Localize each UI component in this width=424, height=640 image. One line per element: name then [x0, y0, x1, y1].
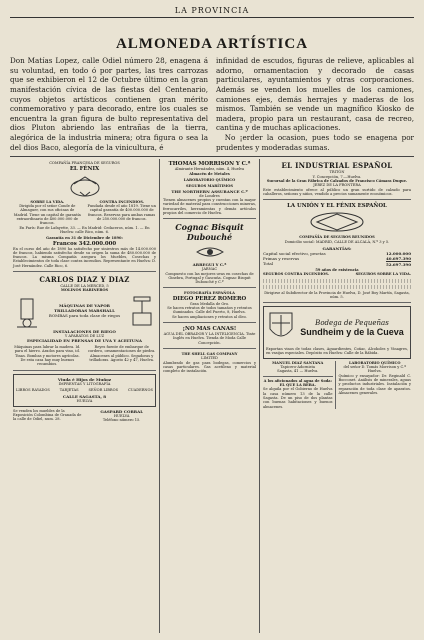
masthead: LA PROVINCIA — [10, 6, 414, 18]
muebles-text: Se venden los muebles de la Exposición Colombina de Granada de la calle de Odiel, num. 28. — [13, 408, 82, 422]
bodega-note: Exportan vinos de todas clases, Aguardientes, Coñac, Alcoholes y Vinagres, en vasijas especiales. Depósito en Huelva: Calle de la Rábida. — [266, 347, 408, 356]
romero-note: Se hacen retratos de todos tamaños y retratos iluminados. Calle del Puerto, 8, Huelva. — [167, 306, 252, 315]
insular-sub: LIMITED — [201, 356, 218, 361]
union-row-1: Capital social efectivo, pesetas 12.000.000 — [263, 250, 411, 256]
romero-name: FOTOGRAFÍA ESPAÑOLA — [184, 291, 235, 296]
insular-name: THE SHELL GAS COMPANY — [181, 351, 238, 356]
muebles-name: GASPARD CORRAL — [100, 408, 144, 414]
coat-of-arms-icon — [266, 309, 296, 347]
diaz-line4: BOMBAS para toda clase de riegos — [48, 313, 121, 319]
fenix-left: SOBRE LA VIDA. Dirigida por el señor Conde de Almaguer, con sus oficinas de Madrid. Tiene un capital de garantía extraordinario de 400.000.000 de francos. — [13, 199, 81, 226]
article-paragraph-2: infinidad de escudos, figuras de relieve, aplicables al adorno, ornamentacion y decorado de casas particulares, ayuntamientos y otras corporaciones. Además se venden los muelles de los camiones, camiones ejes, demás herrajes y maderas de los mismos. También se vende un magnífico Kiosko de madera, propio para un restaurant, casa de recreo, cantina y de muchas aplicaciones. — [216, 56, 414, 133]
article-body — [10, 56, 414, 152]
comas-head: ¡NO MAS CANAS! — [182, 326, 237, 333]
romero-note2: Se hacen ampliaciones y retratos al óleo. — [172, 314, 247, 319]
santana-sub: Tapicero-Adornista — [280, 365, 316, 370]
muebles-tail: Teléfono número 15. — [102, 417, 141, 422]
fenix-addresses: En París: Rue de Lafayette, 33. — En Madrid: Cedaceros, núm. 1. — En Huelva: calle Rico, núm. 6. — [19, 225, 150, 234]
morrison-sub1: Almacén de Metales — [189, 171, 230, 176]
cognac-name: Cognac Bisquit Dubouché — [175, 222, 244, 243]
fenix-amount: Francos 342.000.000 — [52, 240, 117, 247]
viuda-address: CALLE SAGASTA, 8 — [62, 394, 107, 400]
venta-text: A los aficionados al agua de Soda: EL QUE LA BEBA. — [263, 378, 332, 388]
ad-comas — [163, 326, 256, 349]
morrison-sub2: LABORATORIO QUÍMICO — [183, 178, 236, 183]
lab-sub: del señor D. Tomás Morrison y C.ª — [343, 365, 406, 370]
article-column-left: Don Matías Lopez, calle Odiel número 28, enagena á su voluntad, en todo ó por partes, las tres carrozas que se exhibieron el 12 de Octubre último en la gran manifestación cívica de las fiestas del Centenario, cuyos objetos artísticos contienen gran mérito conmemorativo y para decorado, entre los cuales se encuentra la gran figura de bulto representativa del dios Pluton abriendo las entrañas de la tierra, alegórica de la industria minera; otra figura o sea la del dios Baco, alegoría de la vinicultura, é — [10, 56, 208, 152]
cognac-city: JARNAC — [201, 267, 218, 272]
viuda-item-3: SEÑOR LIBROS — [88, 387, 119, 392]
separator — [10, 156, 414, 157]
bodega-head: Bodega de Pequeñas — [315, 319, 389, 328]
article-paragraph-3: No ¡erder la ocasion, pues todo se enagena por prudentes y moderadas sumas. — [216, 133, 414, 152]
ads-grid — [10, 159, 414, 633]
union-row-2: Primas y reservas 40.697.390 — [263, 255, 411, 261]
article-title: ALMONEDA ARTÍSTICA — [115, 36, 309, 52]
ad-morrison — [163, 161, 256, 219]
ads-column-1 — [10, 159, 160, 633]
union-left-head: SEGUROS CONTRA INCENDIOS. — [263, 272, 329, 277]
union-row-3: Total 52.697.390 — [263, 260, 411, 267]
venta-note: Se alquila por el Gobierno de Huelva la casa número 13 de la calle Sagasta. De un piso de dos plantas con buenas habitaciones y buenos almacenes. — [263, 387, 333, 409]
press-machine-icon — [128, 293, 156, 329]
ads-column-2 — [160, 159, 260, 633]
union-guar: GARANTÍAS: — [322, 245, 352, 251]
diaz-name: CARLOS DIAZ Y DIAZ — [39, 275, 130, 285]
mill-machine-icon — [13, 293, 41, 329]
diaz-line6: Y APARATOS DE LUZ — [64, 333, 105, 338]
espanol-branch: Sucursal de la Gran Fábrica de Calzados de Francisco Cámara Duque. — [266, 179, 408, 184]
romero-owner: DIEGO PEREZ ROMERO — [172, 295, 247, 302]
ad-insular — [163, 352, 256, 377]
union-years: 59 años de existencia — [315, 267, 359, 272]
espanol-sub: TRITÓN — [329, 170, 345, 175]
ad-romero — [163, 291, 256, 323]
viuda-name: Viuda é Hijos de Muñoz — [57, 376, 112, 382]
lab-head: LABORATORIO QUÍMICO — [348, 360, 401, 365]
espanol-addr: Y. Concepción, 7.—Huelva. — [312, 174, 362, 179]
fenix-note: En el curso del año de 1890 ha satisfecho por siniestros más de 14.000.000 de francos, habiendo satisfecho desde su origen la suma de 480.000.000 de francos. La misma Compañía asegura los Muebles, Cosechas y Establecimientos de toda clase contra incendios. Representante en Huelva: D. José Hernández. Calle Rico, 6. — [13, 246, 156, 268]
union-fine-print-2 — [263, 285, 411, 289]
lab-note: Químico y ensayador: Dr. Reginald C. Bocconet. Análisis de minerales, aguas y productos industriales. Instalación y reparación de toda clase de aparatos. Almacenes generales. — [338, 373, 411, 395]
espanol-head: EL INDUSTRIAL ESPAÑOL — [281, 161, 393, 171]
ads-column-3 — [260, 159, 414, 633]
union-sub: COMPAÑÍA DE SEGUROS REUNIDOS — [299, 235, 375, 240]
viuda-item-4: CUADERNOS — [127, 387, 153, 392]
union-head: LA UNIÓN Y EL FÉNIX ESPAÑOL — [287, 203, 387, 210]
ad-industrial-espanol — [263, 161, 411, 200]
diaz-left-list: Máquinas para labrar la madera. Id. para el hierro. Arados para vino, id. Tinas. Bombas y motores agrícolas. De esta casa hay muy buenos recambios. — [14, 345, 81, 367]
muebles-sub: HUELVA — [113, 413, 130, 418]
espanol-note: Este establecimiento ofrece al público un gran surtido de calzado para caballeros, señoras y niños, vendido a precios sumamente económicos. — [263, 187, 411, 196]
diaz-line5: INSTALACIONES DE RIEGO — [53, 328, 116, 334]
diaz-line3: TRILLADORAS MARSHALL — [54, 308, 115, 314]
fenix-name: EL FÉNIX — [69, 165, 100, 172]
morrison-name: THOMAS MORRISON Y C.ª — [168, 161, 251, 168]
diaz-line1: MOLINOS HARINEROS — [60, 288, 109, 293]
ad-union-fenix — [263, 203, 411, 303]
santana-name: MANUEL DIAZ SANTANA — [272, 360, 324, 365]
morrison-note: Tienen almacenes propios y cuentan con la mayor variedad de material para construcciones mineras, ferrocarriles, herramientas y demás artículos propios del comercio de Huelva. — [163, 197, 256, 215]
viuda-city: HUELVA — [76, 399, 93, 404]
insular-note: Alumbrado de gas para bodegas, comercios y casas particulares. Gas acetileno y material completo de instalación. — [163, 360, 256, 374]
cognac-agent: ARREGUI Y C.ª — [192, 262, 227, 268]
fenix-right: CONTRA INCENDIOS. Fundada desde el año 1819. Tiene un capital garantía de 400.000.000 de francos. Reservas para ambas ramas de 250.000.000 de francos. — [87, 199, 156, 221]
ad-diaz — [13, 275, 156, 371]
ad-viuda — [13, 374, 156, 407]
union-addr: Domicilio social: MADRID, CALLE DE ALCALÁ, N.º 3 y 5. — [284, 239, 390, 244]
viuda-sub: IMPRENTAS Y LITOGRAFÍA — [58, 381, 111, 386]
fenix-company: COMPAÑÍA FRANCESA DE SEGUROS — [49, 161, 120, 166]
diaz-line2: MÁQUINAS DE VAPOR — [58, 303, 111, 309]
morrison-addr: Almirante Hernández, núm. 4, Huelva — [174, 167, 245, 172]
union-fine-print — [263, 279, 411, 283]
romero-medal: Gran Medalla de Oro. — [189, 301, 230, 306]
cognac-crest-icon — [195, 244, 225, 260]
diaz-line7: ESPECIALIDAD EN PRENSAS DE UVA Y ACEITUNA — [26, 338, 143, 344]
comas-text: AGUA DEL OBRADOR Y LA INTELIGENCIA. Tinte Inglés en Huelva. Tienda de Moda Calle Concepción. — [163, 332, 256, 345]
morrison-city: de Londres — [199, 193, 220, 198]
bodega-name: Sundheim y de la Cueva — [300, 327, 404, 338]
espanol-place: JEREZ DE LA FRONTERA — [313, 183, 361, 188]
morrison-ins: THE NORTHERN ASSURANCE C.º — [171, 188, 248, 194]
article-column-right — [216, 56, 414, 152]
union-note: Dirigirse al Subdirector de la Provincia de Huelva, D. José Boy Martín, Sagasta, núm. 5. — [264, 290, 410, 299]
santana-addr: Sagasta, 41 — Huelva. — [277, 369, 319, 374]
viuda-item-2: TARJETAS — [59, 387, 79, 392]
cognac-note: Compuesto con las mejores uvas en cosechas de Ginebra, Portugal y Gascuña. Cognac Bisquit Dubouché y C.º — [165, 271, 254, 285]
phoenix-emblem-icon — [66, 174, 104, 198]
ad-bodega — [263, 306, 411, 359]
fenix-guarantee: Garantía en 31 de Diciembre de 1890: — [46, 236, 123, 241]
union-emblem-icon — [307, 211, 367, 233]
ad-bottom-left — [13, 409, 156, 423]
viuda-item-1: LIBROS RAYADOS — [16, 387, 50, 392]
union-right-head: SEGUROS SOBRE LA VIDA. — [355, 272, 411, 277]
diaz-right-list: Reyes fuente de embarque de cordero, ornamentaciones de piedra. Almacenes al público. Segadoras y trilladoras. Agosto 42 y 47, Huelva. — [87, 345, 156, 362]
morrison-seguros: SEGUROS MARÍTIMOS — [186, 184, 233, 189]
ad-bottom-right — [263, 361, 411, 409]
lab-city: Huelva. — [367, 369, 382, 374]
ad-cognac — [163, 222, 256, 288]
diaz-street: CALLE DE LA MERCED, 5 — [60, 284, 109, 289]
ad-fenix — [13, 161, 156, 272]
